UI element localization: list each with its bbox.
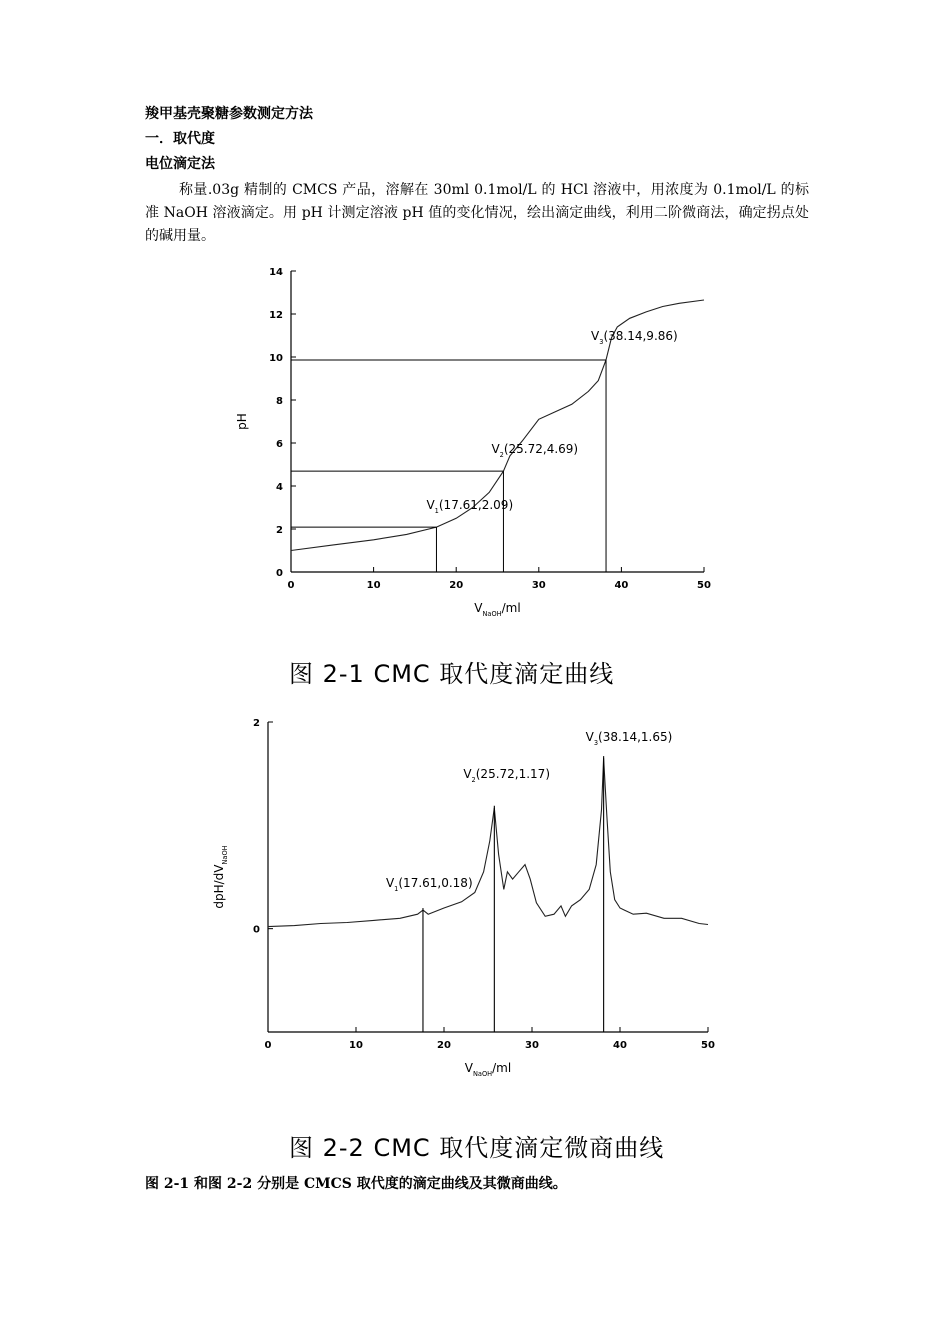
x-tick-label: 40 xyxy=(614,580,629,591)
figure2-caption: 图 2-2 CMC 取代度滴定微商曲线 xyxy=(289,1134,665,1162)
y-tick-label: 4 xyxy=(276,482,283,493)
y-axis-label: pH xyxy=(235,413,249,430)
y-tick-label: 12 xyxy=(269,310,283,321)
y-axis-label: dpH/$dV_{NaOH}$ xyxy=(212,845,229,909)
point-label: $V_3(38.14,1.65)$ xyxy=(585,730,673,748)
x-tick-label: 30 xyxy=(531,580,546,591)
derivative-curve-chart xyxy=(0,705,950,1095)
document-title: 羧甲基壳聚糖参数测定方法 xyxy=(145,106,313,122)
section-heading: 一．取代度 xyxy=(145,131,215,147)
y-tick-label: 0 xyxy=(253,924,260,936)
x-tick-label: 50 xyxy=(697,580,711,591)
figure1-caption: 图 2-1 CMC 取代度滴定曲线 xyxy=(289,660,615,688)
x-tick-label: 50 xyxy=(701,1040,715,1051)
x-tick-label: 0 xyxy=(264,1040,272,1051)
x-tick-label: 30 xyxy=(525,1040,539,1051)
y-tick-label: 0 xyxy=(276,568,283,579)
point-label: $V_2(25.72,1.17)$ xyxy=(463,766,551,784)
method-paragraph: 称量.03g 精制的 CMCS 产品，溶解在 30ml 0.1mol/L 的 HCl 溶液中，用浓度为 0.1mol/L 的标准 NaOH 溶液滴定。用 pH 计测定溶液 pH 值的变化情况，绘出滴定曲线，利用二阶微商法，确定拐点处的碱用量。 xyxy=(145,182,809,244)
point-label: $V_1(17.61,0.18)$ xyxy=(385,876,473,894)
subsection-heading: 电位滴定法 xyxy=(145,156,215,172)
x-axis-label: $V_{NaOH}/ml$ xyxy=(474,601,521,618)
x-tick-label: 10 xyxy=(366,580,381,591)
x-tick-label: 40 xyxy=(613,1040,627,1051)
y-tick-label: 2 xyxy=(253,718,260,729)
y-tick-label: 8 xyxy=(276,396,283,407)
y-tick-label: 14 xyxy=(269,267,283,278)
y-tick-label: 6 xyxy=(276,439,283,450)
point-label: $V_3(38.14,9.86)$ xyxy=(591,329,678,347)
x-tick-label: 10 xyxy=(349,1040,363,1051)
y-tick-label: 10 xyxy=(269,353,283,364)
y-tick-label: 2 xyxy=(276,525,283,536)
data-series-line xyxy=(268,758,708,926)
titration-curve-chart xyxy=(0,255,950,630)
x-tick-label: 20 xyxy=(449,580,464,591)
x-tick-label: 0 xyxy=(287,580,295,591)
closing-sentence: 图 2-1 和图 2-2 分别是 CMCS 取代度的滴定曲线及其微商曲线。 xyxy=(145,1176,567,1192)
x-tick-label: 20 xyxy=(437,1040,451,1051)
point-label: $V_1(17.61,2.09)$ xyxy=(426,498,514,516)
x-axis-label: $V_{NaOH}/ml$ xyxy=(464,1061,512,1078)
point-label: $V_2(25.72,4.69)$ xyxy=(491,442,579,460)
